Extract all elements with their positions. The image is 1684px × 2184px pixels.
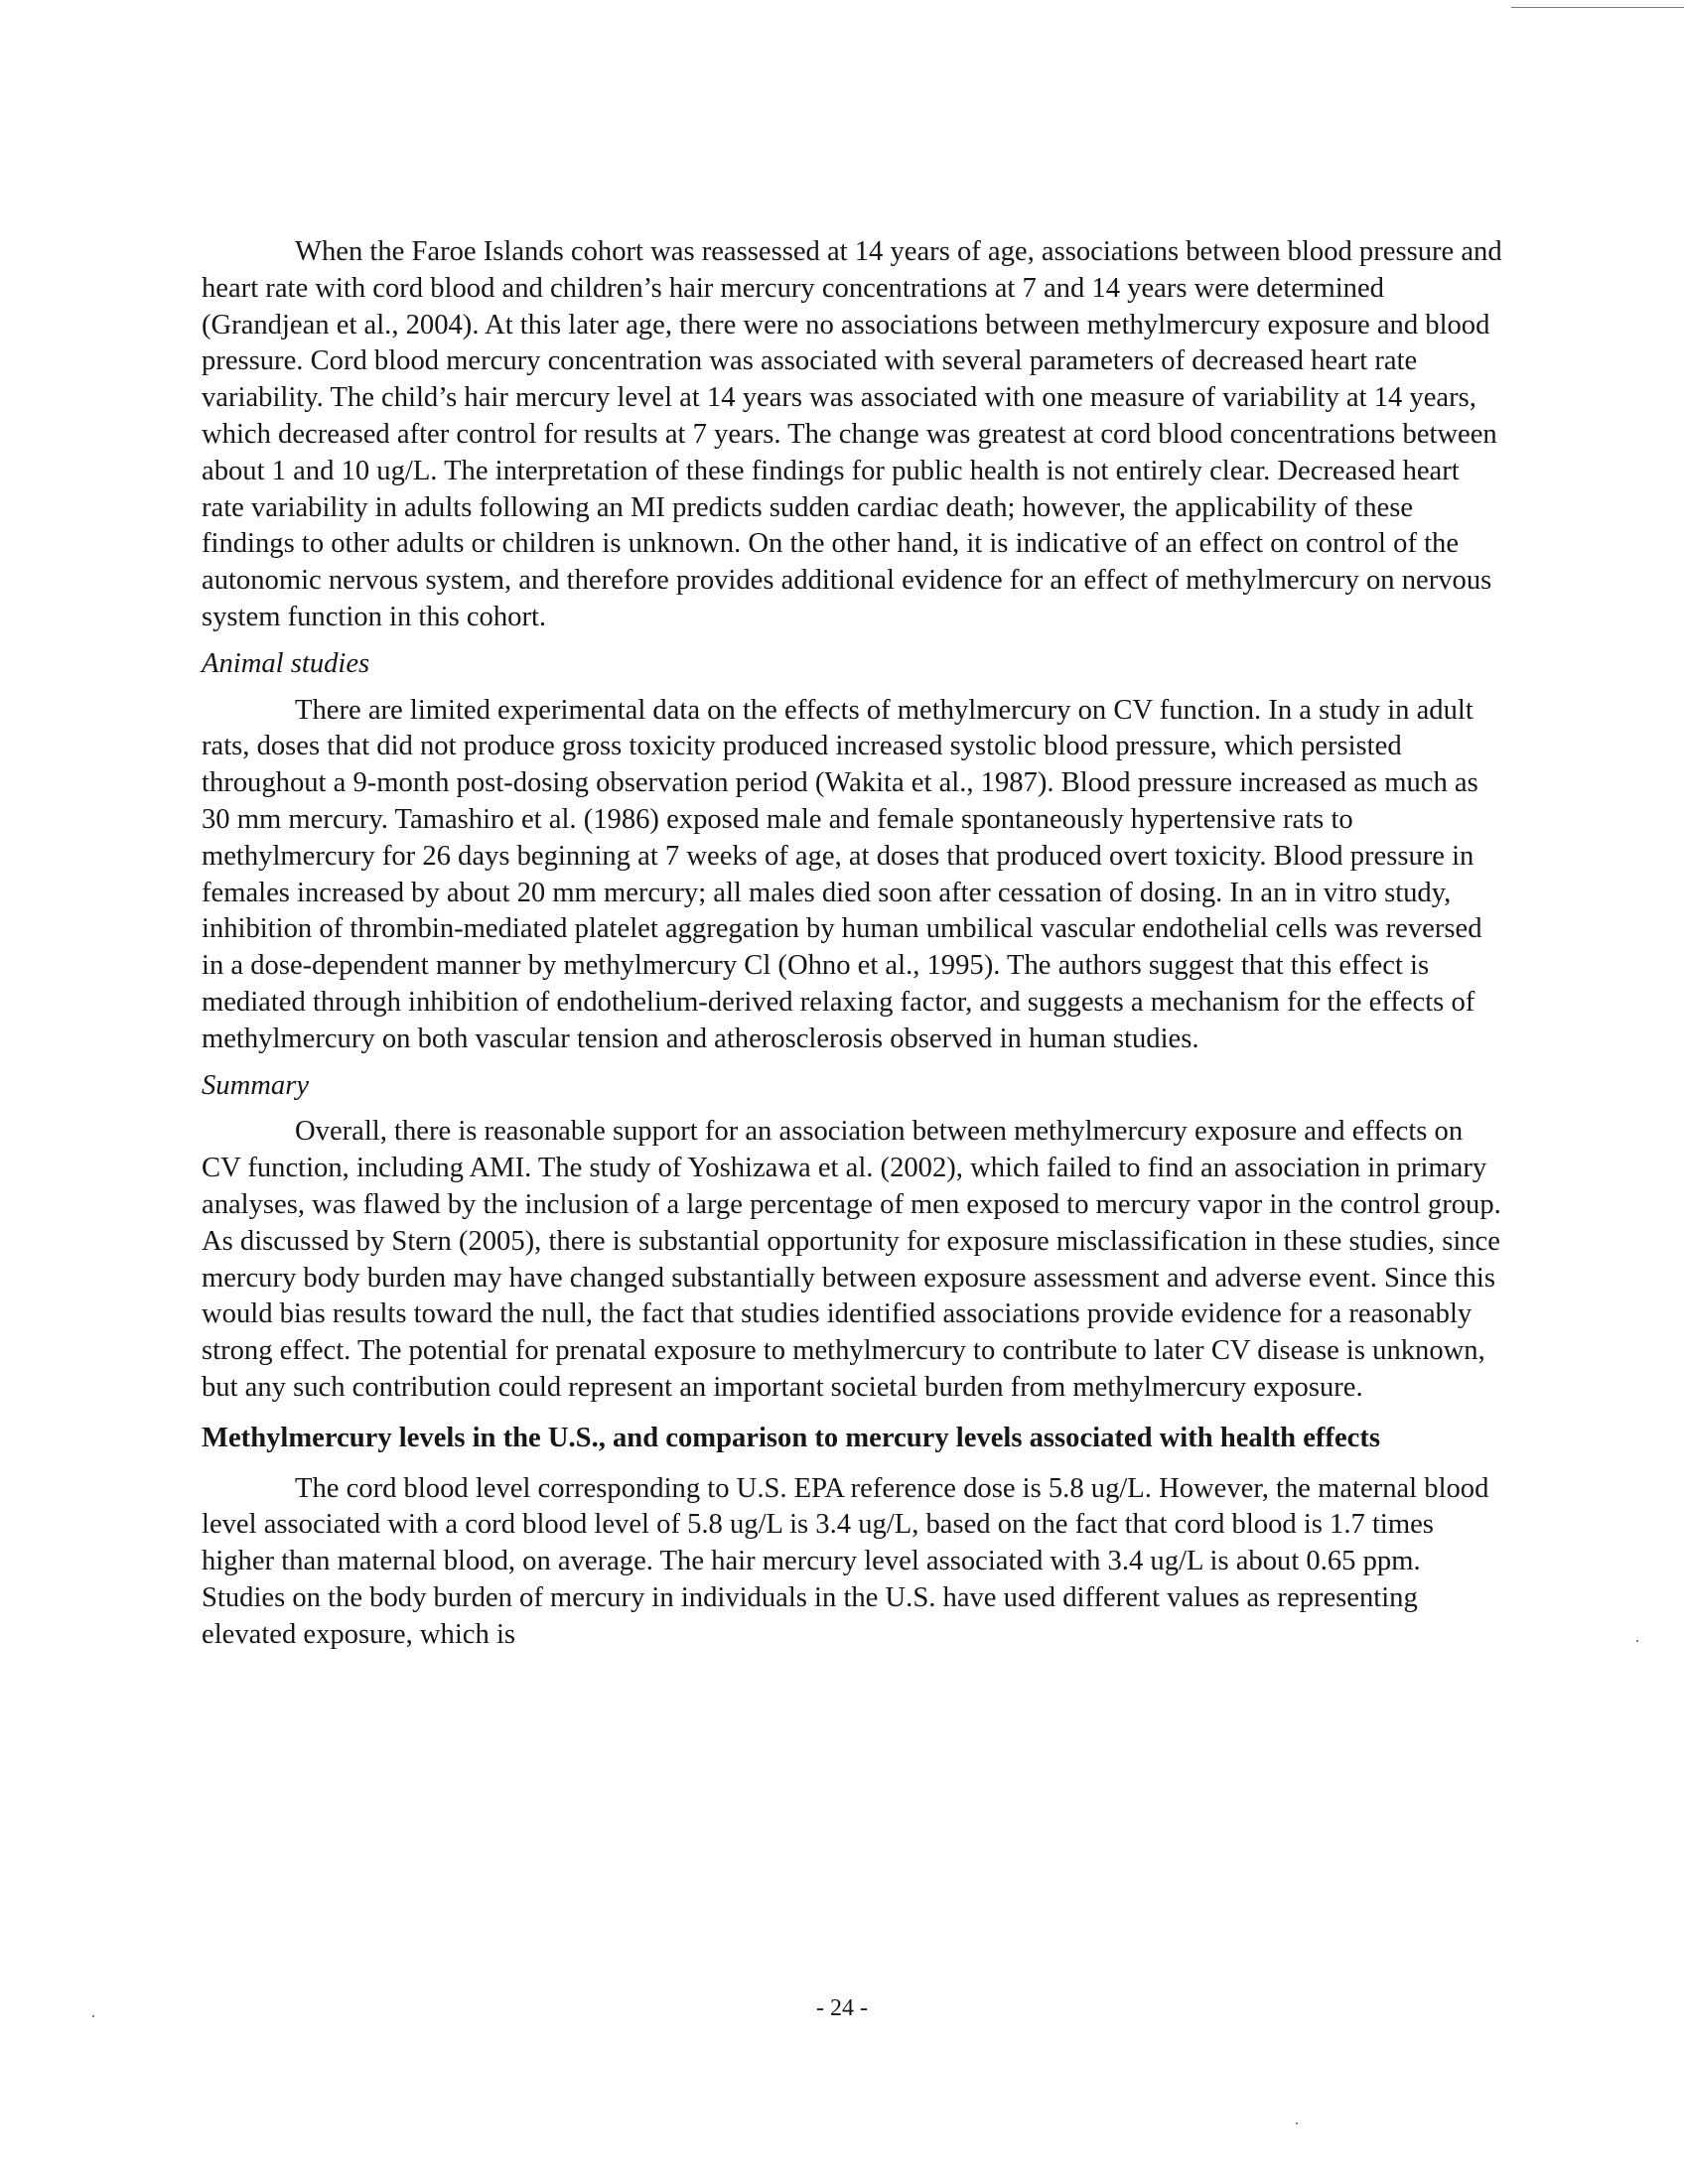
paragraph-cord-blood-levels: The cord blood level corresponding to U.S. EPA reference dose is 5.8 ug/L. However, the maternal blood level associated with a cord blood level of 5.8 ug/L is 3.4 ug/L, based on the fact that cord blood is 1.7 times higher than maternal blood, on average. The hair mercury level associated with 3.4 ug/L is about 0.65 ppm. Studies on the body burden of mercury in individuals in the U.S. have used different values as representing elevated exposure, which is [202,1472,1489,1650]
scan-edge-line [1511,7,1684,8]
scan-speck [1636,1640,1638,1642]
page-number: - 24 - [816,1995,868,2021]
subheading-animal-studies: Animal studies [202,647,370,679]
paragraph-animal-studies: There are limited experimental data on the effects of methylmercury on CV function. In a study in adult rats, doses that did not produce gross toxicity produced increased systolic blood pressure, which persisted throughout a 9-month post-dosing observation period (Wakita et al., 1987). Blood pressure increased as much as 30 mm mercury. Tamashiro et al. (1986) exposed male and female spontaneously hypertensive rats to methylmercury for 26 days beginning at 7 weeks of age, at doses that produced overt toxicity. Blood pressure in females increased by about 20 mm mercury; all males died soon after cessation of dosing. In an in vitro study, inhibition of thrombin-mediated platelet aggregation by human umbilical vascular endothelial cells was reversed in a dose-dependent manner by methylmercury Cl (Ohno et al., 1995). The authors suggest that this effect is mediated through inhibition of endothelium-derived relaxing factor, and suggests a mechanism for the effects of methylmercury on both vascular tension and atherosclerosis observed in human studies. [202,694,1482,1054]
paragraph-faroe-cohort: When the Faroe Islands cohort was reassessed at 14 years of age, associations between blood pressure and heart rate with cord blood and children’s hair mercury concentrations at 7 and 14 years were determined (Grandjean et al., 2004). At this later age, there were no associations between methylmercury exposure and blood pressure. Cord blood mercury concentration was associated with several parameters of decreased heart rate variability. The child’s hair mercury level at 14 years was associated with one measure of variability at 14 years, which decreased after control for results at 7 years. The change was greatest at cord blood concentrations between about 1 and 10 ug/L. The interpretation of these findings for public health is not entirely clear. Decreased heart rate variability in adults following an MI predicts sudden cardiac death; however, the applicability of these findings to other adults or children is unknown. On the other hand, it is indicative of an effect on control of the autonomic nervous system, and therefore provides additional evidence for an effect of methylmercury on nervous system function in this cohort. [202,236,1502,632]
page-content [202,234,1504,1653]
subheading-summary: Summary [202,1069,310,1101]
paragraph-summary: Overall, there is reasonable support for an association between methylmercury exposure and effects on CV function, including AMI. The study of Yoshizawa et al. (2002), which failed to find an association in primary analyses, was flawed by the inclusion of a large percentage of men exposed to mercury vapor in the control group. As discussed by Stern (2005), there is substantial opportunity for exposure misclassification in these studies, since mercury body burden may have changed substantially between exposure assessment and adverse event. Since this would bias results toward the null, the fact that studies identified associations provide evidence for a reasonably strong effect. The potential for prenatal exposure to methylmercury to contribute to later CV disease is unknown, but any such contribution could represent an important societal burden from methylmercury exposure. [202,1116,1501,1403]
section-heading-methylmercury-levels: Methylmercury levels in the U.S., and comparison to mercury levels associated with health effects [202,1422,1380,1453]
scan-speck [92,2015,94,2017]
scan-speck [1296,2122,1298,2124]
